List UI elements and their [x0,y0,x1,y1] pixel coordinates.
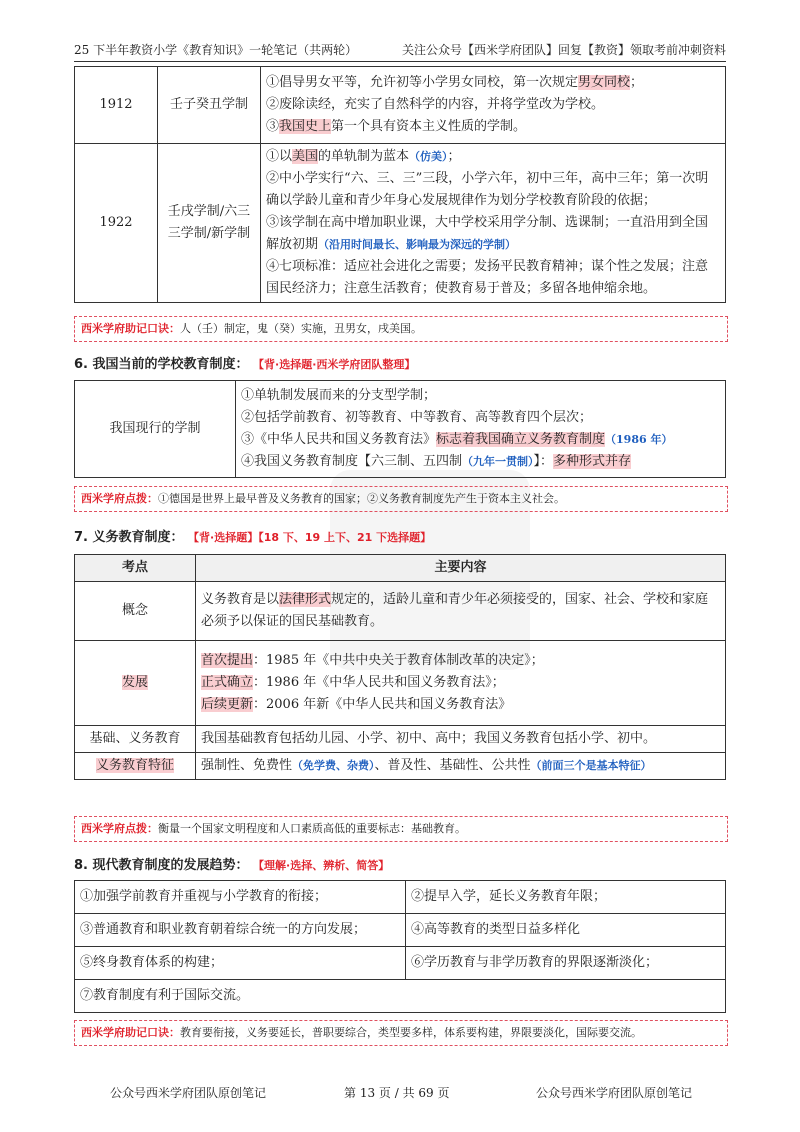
year-cell: 1922 [75,144,158,303]
trend-cell: ④高等教育的类型日益多样化 [406,914,726,947]
system-name-cell: 壬戌学制/六三三学制/新学制 [158,144,261,303]
content-cell: 我国基础教育包括幼儿园、小学、初中、高中；我国义务教育包括小学、初中。 [196,726,726,753]
trend-cell: ①加强学前教育并重视与小学教育的衔接； [75,881,406,914]
trend-cell: ②提早入学，延长义务教育年限； [406,881,726,914]
header-left: 25 下半年教资小学《教育知识》一轮笔记（共两轮） [74,43,358,57]
trend-cell: ⑥学历教育与非学历教育的界限逐渐淡化； [406,947,726,980]
column-header: 考点 [75,555,196,582]
compulsory-education-table [74,554,726,780]
current-system-table [74,380,726,478]
content-cell: 义务教育是以法律形式规定的，适龄儿童和青少年必须接受的，国家、社会、学校和家庭必须予以保证的国民基础教育。 [196,582,726,641]
mnemonic-note: 西米学府助记口诀：人（壬）制定，鬼（癸）实施，丑男女，戌美国。 [74,316,728,342]
tip-note: 西米学府点拨：①德国是世界上最早普及义务教育的国家；②义务教育制度先产生于资本主义社会。 [74,486,728,512]
content-cell: 强制性、免费性（免学费、杂费）、普及性、基础性、公共性（前面三个是基本特征） [196,753,726,780]
mnemonic-note: 西米学府助记口诀：教育要衔接，义务要延长，普职要综合，类型要多样，体系要构建，界限要淡化，国际要交流。 [74,1020,728,1046]
label-cell: 基础、义务教育 [75,726,196,753]
table-row [75,67,726,144]
label-cell: 发展 [75,641,196,726]
content-cell: ①以美国的单轨制为蓝本（仿美）； ②中小学实行“六、三、三”三段，小学六年，初中三年，高中三年；第一次明确以学龄儿童和青少年身心发展规律作为划分学校教育阶段的依据； ③该学制在高中增加职业课，大中学校采用学分制、选课制；一直沿用到全国解放初期（沿用时间最长、影响最为深远的学制） ④七项标准：适应社会进化之需要；发扬平民教育精神；谋个性之发展；注意国民经济力；注意生活教育；使教育易于普及；多留各地伸缩余地。 [261,144,726,303]
trend-cell: ③普通教育和职业教育朝着综合统一的方向发展； [75,914,406,947]
year-cell: 1912 [75,67,158,144]
content-cell: 首次提出：1985 年《中共中央关于教育体制改革的决定》； 正式确立：1986 年《中华人民共和国义务教育法》； 后续更新：2006 年新《中华人民共和国义务教育法》 [196,641,726,726]
label-cell: 义务教育特征 [75,753,196,780]
section-7-title: 7. 义务教育制度： 【背·选择题】【18 下、19 上下、21 下选择题】 [74,530,432,545]
page-number: 第 13 页 / 共 69 页 [344,1086,450,1100]
label-cell: 我国现行的学制 [75,381,236,478]
column-header: 主要内容 [196,555,726,582]
page-header [74,36,726,62]
tip-note: 西米学府点拨：衡量一个国家文明程度和人口素质高低的重要标志：基础教育。 [74,816,728,842]
school-system-table [74,66,726,303]
section-8-title: 8. 现代教育制度的发展趋势： 【理解·选择、辨析、简答】 [74,858,390,873]
content-cell: ①倡导男女平等，允许初等小学男女同校，第一次规定男女同校； ②废除读经，充实了自然科学的内容，并将学堂改为学校。 ③我国史上第一个具有资本主义性质的学制。 [261,67,726,144]
trends-table [74,880,726,1013]
system-name-cell: 壬子癸丑学制 [158,67,261,144]
footer-right: 公众号西米学府团队原创笔记 [536,1086,693,1100]
footer-left: 公众号西米学府团队原创笔记 [110,1086,267,1100]
content-cell: ①单轨制发展而来的分支型学制； ②包括学前教育、初等教育、中等教育、高等教育四个层次； ③《中华人民共和国义务教育法》标志着我国确立义务教育制度（1986 年） ④我国义务教育制度【六三制、五四制（九年一贯制）】：多种形式并存 [236,381,726,478]
table-row [75,144,726,303]
section-6-title: 6. 我国当前的学校教育制度： 【背·选择题·西米学府团队整理】 [74,357,416,372]
label-cell: 概念 [75,582,196,641]
header-right: 关注公众号【西米学府团队】回复【教资】领取考前冲刺资料 [401,43,726,57]
trend-cell: ⑦教育制度有利于国际交流。 [75,980,726,1013]
trend-cell: ⑤终身教育体系的构建； [75,947,406,980]
